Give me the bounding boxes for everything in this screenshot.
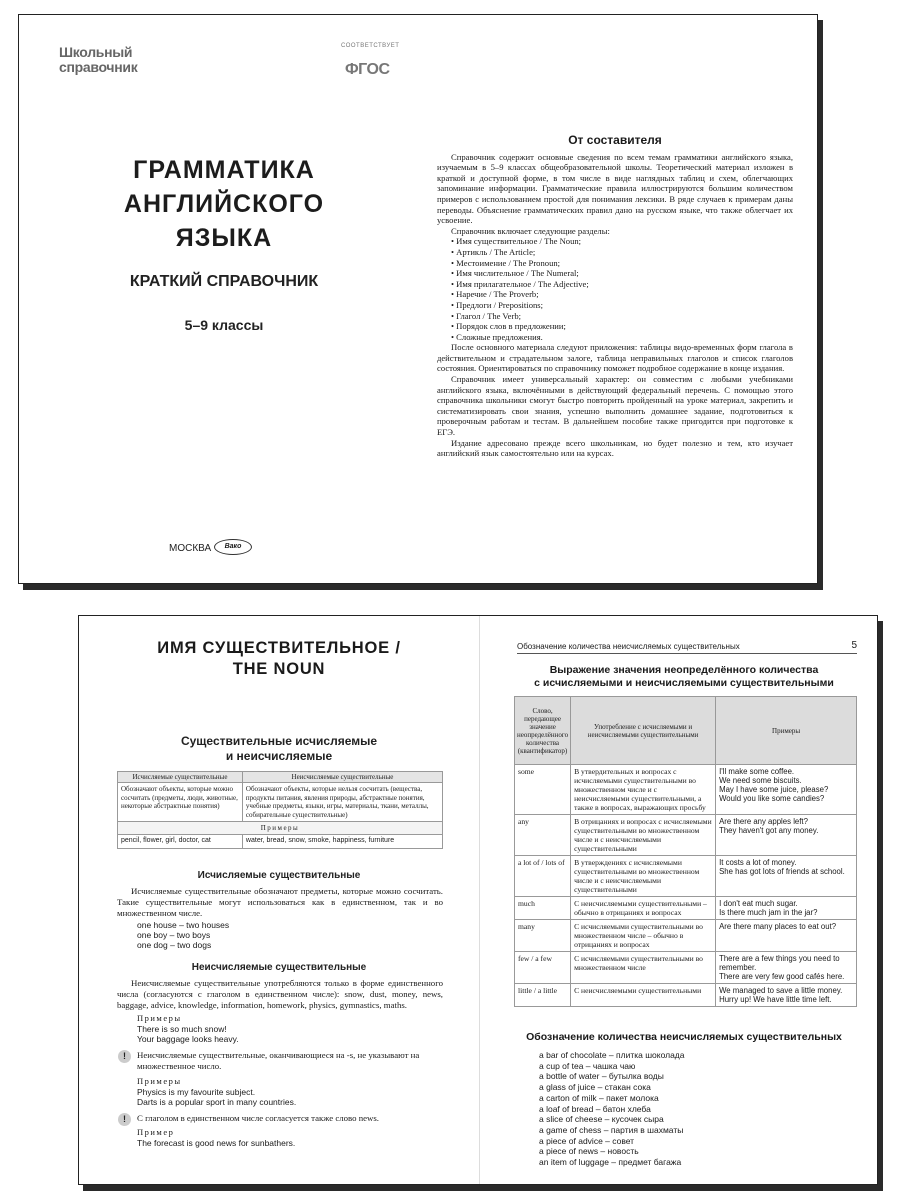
list-item: a loaf of bread – батон хлеба — [539, 1103, 651, 1114]
fgos-arc-text: СООТВЕТСТВУЕТ — [341, 43, 400, 49]
grade-range: 5–9 классы — [184, 317, 264, 333]
list-item: a glass of juice – стакан сока — [539, 1082, 651, 1093]
quantifier-title-line2: с исчисляемыми и неисчисляемыми существительными — [534, 677, 834, 689]
example-line: I don't eat much sugar. — [719, 899, 798, 908]
countable-examples — [137, 920, 443, 950]
list-item: • Порядок слов в предложении; — [451, 321, 793, 332]
foreword — [437, 135, 793, 459]
quantifier-rows — [515, 765, 857, 1007]
table-cell: much — [515, 897, 571, 920]
example-line: We need some biscuits. — [719, 776, 802, 785]
example-line: Are there many places to eat out? — [719, 922, 837, 931]
section-title-line2: и неисчисляемые — [225, 749, 333, 763]
table-cell: В утвердительных и вопросах с исчисляемыми существительными во множественном числе и с неисчисляемыми существительными, а также в вопросах, выражающих просьбу — [571, 765, 716, 815]
section-title-line1: Существительные исчисляемые — [180, 734, 378, 748]
table-row — [515, 952, 857, 984]
chapter-title-line1: ИМЯ СУЩЕСТВИТЕЛЬНОЕ / — [157, 639, 401, 657]
list-item: • Наречие / The Proverb; — [451, 289, 793, 300]
list-item: an item of luggage – предмет багажа — [539, 1157, 682, 1168]
table-cell: pencil, flower, girl, doctor, cat — [118, 835, 243, 848]
table-cell — [716, 984, 857, 1007]
foreword-paragraph: Издание адресовано прежде всего школьникам, но будет полезно и тем, кто изучает английский язык самостоятельно или на курсах. — [437, 437, 793, 459]
list-item: • Глагол / The Verb; — [451, 311, 793, 322]
note-text: Неисчисляемые существительные, оканчивающиеся на -s, не указывают на множественное число. — [137, 1050, 420, 1071]
note — [117, 1050, 443, 1072]
quantifier-table — [514, 696, 857, 1007]
example-label: Пример — [137, 1127, 175, 1138]
table-header: Примеры — [716, 697, 857, 765]
example-line: one boy – two boys — [137, 930, 211, 941]
foreword-paragraph: Справочник содержит основные сведения по всем темам грамматики английского языка, изучаемым в 5–9 классах общеобразовательной школы. Теоретический материал изложен в краткой и доступной форме, в том числе в виде наглядных таблиц и схем, облегчающих запоминание информации. Грамматические правила иллюстрируются большим количеством примеров с использованием простой для понимания лексики. В ряде случаев к примерам даны переводы. Объяснение грамматических правил дано на русском языке, что также облегчает их усвоение. — [437, 151, 793, 226]
table-header: Употребление с исчисляемыми и неисчисляемыми существительными — [571, 697, 716, 765]
example-line: There are a few things you need to remember. — [719, 954, 840, 972]
example-line: I'll make some coffee. — [719, 767, 795, 776]
example-line: Your baggage looks heavy. — [137, 1034, 239, 1045]
page-gutter — [479, 616, 480, 1185]
uncountable-heading: Неисчисляемые существительные — [191, 962, 367, 973]
list-item: • Имя прилагательное / The Adjective; — [451, 279, 793, 290]
list-item: • Артикль / The Article; — [451, 247, 793, 258]
example-line: We managed to save a little money. — [719, 986, 843, 995]
example-line: They haven't got any money. — [719, 826, 819, 835]
cover-spread — [18, 14, 818, 584]
example-line: Would you like some candies? — [719, 794, 825, 803]
list-item: a piece of news – новость — [539, 1146, 639, 1157]
sections-list — [451, 236, 793, 342]
foreword-paragraph: После основного материала следуют приложения: таблицы видо-временных форм глагола в действительном и страдательном залоге, таблица неправильных глаголов и список глаголов состояния. Ориентироваться по справочнику поможет подробное содержание в конце издания. — [437, 342, 793, 374]
quantity-list — [539, 1050, 685, 1168]
list-item: • Местоимение / The Pronoun; — [451, 258, 793, 269]
series-logo-line1: Школьный — [59, 44, 133, 60]
example-line: Darts is a popular sport in many countries. — [137, 1096, 297, 1107]
countable-table — [117, 771, 443, 849]
table-row — [515, 897, 857, 920]
example-line: one house – two houses — [137, 920, 230, 931]
note-text: С глаголом в единственном числе согласуется также слово news. — [137, 1112, 380, 1123]
example-line: Physics is my favourite subject. — [137, 1086, 256, 1097]
countable-text: Исчисляемые существительные обозначают предметы, которые можно сосчитать. Такие существительные могут использоваться как в единственном, так и во множественном числе. — [117, 886, 443, 918]
foreword-paragraph: Справочник включает следующие разделы: — [451, 225, 610, 236]
table-cell: С неисчисляемыми существительными – обычно в отрицаниях и вопросах — [571, 897, 716, 920]
book-title-line2: АНГЛИЙСКОГО — [123, 190, 325, 218]
table-cell: Примеры — [118, 822, 443, 835]
table-cell: little / a little — [515, 984, 571, 1007]
running-head — [517, 642, 857, 654]
example-line: one dog – two dogs — [137, 940, 212, 951]
table-row — [515, 815, 857, 856]
chapter-title-line2: THE NOUN — [232, 660, 326, 678]
table-cell: Обозначают объекты, которые нельзя сосчитать (вещества, продукты питания, явления природы, абстрактные понятия, учебные предметы, языки, игры, материалы, ткани, металлы, собирательные существительные) — [242, 783, 442, 822]
table-cell: В отрицаниях и вопросах с исчисляемыми существительными во множественном числе и с неисчисляемыми существительными — [571, 815, 716, 856]
foreword-heading: От составителя — [568, 133, 662, 147]
uncountable-text: Неисчисляемые существительные употребляются только в форме единственного числа (согласуются с глаголом в единственном числе): snow, dust, money, news, baggage, advice, knowledge, information, homework, physics, gymnastics, maths. — [117, 978, 443, 1010]
list-item: a carton of milk – пакет молока — [539, 1092, 659, 1103]
table-row — [515, 765, 857, 815]
table-cell: many — [515, 920, 571, 952]
uncountable-examples — [137, 1024, 443, 1044]
table-cell: В утверждениях с исчисляемыми существительными во множественном числе и с неисчисляемыми существительными — [571, 856, 716, 897]
table-header: Исчисляемые существительные — [118, 772, 243, 783]
list-item: a game of chess – партия в шахматы — [539, 1124, 684, 1135]
foreword-paragraph: Справочник имеет универсальный характер: он совместим с любыми учебниками английского языка, включёнными в действующий федеральный перечень. С помощью этого справочника школьники смогут быстро повторить пройденный на уроке материал, закрепить и систематизировать свои знания, успешно выполнить домашнее задание, подготовиться к проверочным работам и тестам. В дальнейшем пособие также пригодится при подготовке к ЕГЭ. — [437, 374, 793, 438]
list-item: • Предлоги / Prepositions; — [451, 300, 793, 311]
table-cell: a lot of / lots of — [515, 856, 571, 897]
exclamation-icon: ! — [118, 1050, 131, 1063]
table-cell: С исчисляемыми существительными во множественном числе – обычно в отрицаниях и вопросах — [571, 920, 716, 952]
list-item: • Имя существительное / The Noun; — [451, 236, 793, 247]
fgos-mark: ФГОС — [345, 61, 390, 78]
examples-label: Примеры — [137, 1075, 182, 1086]
table-row — [515, 920, 857, 952]
list-item: a bottle of water – бутылка воды — [539, 1071, 664, 1082]
table-row — [515, 856, 857, 897]
list-item: a piece of advice – совет — [539, 1135, 635, 1146]
quantifier-title-line1: Выражение значения неопределённого количества — [549, 664, 819, 676]
note — [117, 1113, 443, 1124]
uncountable-block — [117, 978, 443, 1148]
running-head-text: Обозначение количества неисчисляемых существительных — [517, 642, 740, 651]
table-header: Слово, передающее значение неопределённого количества (квантификатор) — [515, 697, 571, 765]
table-cell: Обозначают объекты, которые можно сосчитать (предметы, люди, животные, некоторые абстрактные понятия) — [118, 783, 243, 822]
quantity-list-title: Обозначение количества неисчисляемых существительных — [526, 1031, 842, 1043]
book-subtitle: КРАТКИЙ СПРАВОЧНИК — [129, 273, 319, 290]
list-item: a slice of cheese – кусочек сыра — [539, 1114, 664, 1125]
series-logo — [59, 45, 137, 75]
publisher-city: МОСКВА — [169, 543, 212, 554]
table-cell — [716, 765, 857, 815]
table-cell: С неисчисляемыми существительными — [571, 984, 716, 1007]
fgos-logo — [339, 43, 400, 91]
example-line: There is so much snow! — [137, 1024, 227, 1035]
example-line: The forecast is good news for sunbathers. — [137, 1138, 296, 1149]
table-cell: water, bread, snow, smoke, happiness, furniture — [242, 835, 442, 848]
table-cell — [716, 952, 857, 984]
table-cell — [716, 815, 857, 856]
section-title — [109, 734, 449, 764]
example-line: Are there any apples left? — [719, 817, 808, 826]
table-cell — [716, 920, 857, 952]
example-line: Hurry up! We have little time left. — [719, 995, 832, 1004]
table-cell — [716, 856, 857, 897]
inner-spread — [78, 615, 878, 1185]
list-item: • Имя числительное / The Numeral; — [451, 268, 793, 279]
table-header: Неисчисляемые существительные — [242, 772, 442, 783]
example-line: Is there much jam in the jar? — [719, 908, 818, 917]
quantifier-table-title — [509, 664, 859, 690]
table-cell: some — [515, 765, 571, 815]
table-row — [515, 984, 857, 1007]
publisher-logo: Вако — [214, 539, 252, 555]
countable-heading: Исчисляемые существительные — [197, 870, 361, 881]
book-title — [59, 153, 389, 255]
book-title-line3: ЯЗЫКА — [175, 224, 273, 252]
page-number: 5 — [851, 640, 857, 651]
table-cell — [716, 897, 857, 920]
chapter-title — [109, 638, 449, 680]
list-item: • Сложные предложения. — [451, 332, 793, 343]
countable-block — [117, 886, 443, 950]
series-logo-line2: справочник — [59, 59, 138, 75]
list-item: a bar of chocolate – плитка шоколада — [539, 1050, 685, 1060]
table-cell: С исчисляемыми существительными во множественном числе — [571, 952, 716, 984]
example-line: May I have some juice, please? — [719, 785, 829, 794]
example-line: She has got lots of friends at school. — [719, 867, 845, 876]
list-item: a cup of tea – чашка чаю — [539, 1060, 636, 1071]
table-cell: any — [515, 815, 571, 856]
table-cell: few / a few — [515, 952, 571, 984]
exclamation-icon: ! — [118, 1113, 131, 1126]
examples-label: Примеры — [137, 1013, 182, 1024]
book-title-line1: ГРАММАТИКА — [133, 156, 315, 184]
example-line: It costs a lot of money. — [719, 858, 797, 867]
example-line: There are very few good cafés here. — [719, 972, 845, 981]
uncountable-examples-2 — [137, 1087, 443, 1107]
